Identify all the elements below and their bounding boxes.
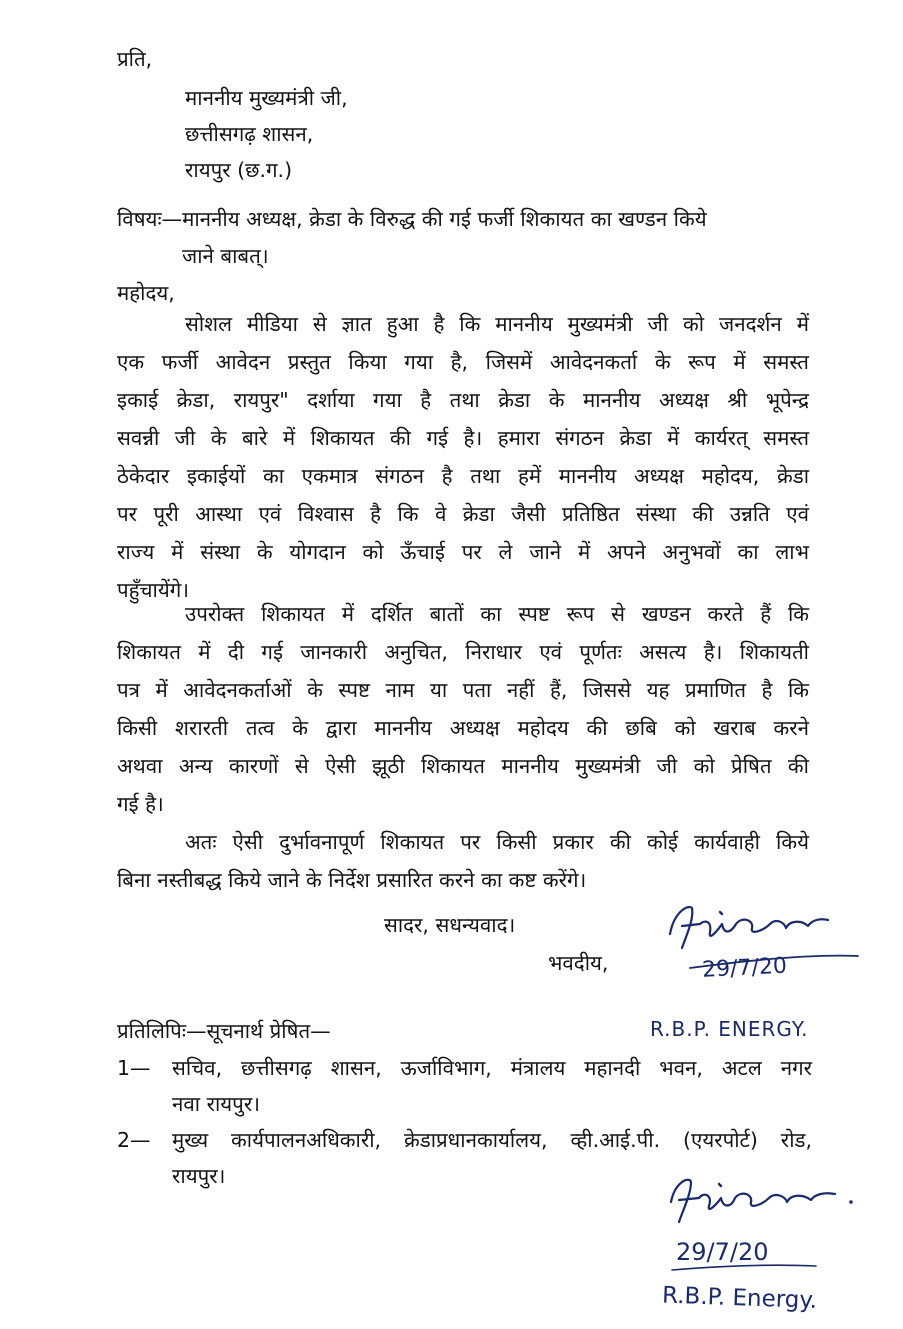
paragraph-line: एक फर्जी आवेदन प्रस्तुत किया गया है, जिसमें आवेदनकर्ता के रूप में समस्त — [117, 350, 809, 374]
signature-1-date — [698, 946, 838, 986]
cc-item-line: सचिव, छत्तीसगढ़ शासन, ऊर्जाविभाग, मंत्रालय महानदी भवन, अटल नगर — [172, 1056, 812, 1080]
cc-item-number: 1— — [117, 1056, 151, 1080]
cc-item-number: 2— — [117, 1128, 151, 1152]
paragraph-line: पत्र में आवेदनकर्ताओं के स्पष्ट नाम या पता नहीं हैं, जिससे यह प्रमाणित है कि — [117, 678, 809, 702]
signature-2-org — [662, 1280, 892, 1320]
subject-line: विषयः—माननीय अध्यक्ष, क्रेडा के विरुद्ध की गई फर्जी शिकायत का खण्डन किये — [117, 207, 707, 231]
paragraph-2 — [117, 595, 809, 823]
addressee-line: रायपुर (छ.ग.) — [185, 158, 293, 182]
cc-heading: प्रतिलिपिः—सूचनार्थ प्रेषित— — [117, 1019, 331, 1043]
paragraph-line: राज्य में संस्था के योगदान को ऊँचाई पर ले जाने में अपने अनुभवों का लाभ — [117, 540, 809, 564]
paragraph-line: पर पूरी आस्था एवं विश्वास है कि वे क्रेडा जैसी प्रतिष्ठित संस्था की उन्नति एवं — [117, 502, 809, 526]
paragraph-line: शिकायत में दी गई जानकारी अनुचित, निराधार एवं पूर्णतः असत्य है। शिकायती — [117, 640, 809, 664]
signature-1-org — [650, 1010, 850, 1046]
signature-1-org-text: R.B.P. ENERGY. — [650, 1017, 809, 1041]
paragraph-1 — [117, 305, 809, 609]
paragraph-line: किसी शरारती तत्व के द्वारा माननीय अध्यक्ष महोदय की छबि को खराब करने — [117, 716, 809, 740]
paragraph-line: बिना नस्तीबद्ध किये जाने के निर्देश प्रसारित करने का कष्ट करेंगे। — [117, 868, 587, 892]
addressee-line: छत्तीसगढ़ शासन, — [185, 122, 314, 146]
sign-off: भवदीय, — [548, 951, 609, 975]
paragraph-line: अथवा अन्य कारणों से ऐसी झूठी शिकायत माननीय मुख्यमंत्री जी को प्रेषित की — [117, 754, 809, 778]
paragraph-line: अतः ऐसी दुर्भावनापूर्ण शिकायत पर किसी प्रकार की कोई कार्यवाही किये — [185, 830, 809, 854]
paragraph-3 — [117, 823, 809, 899]
closing-text: सादर, सधन्यवाद। — [384, 913, 516, 937]
signature-1-date-text: 29/7/20 — [701, 953, 788, 983]
paragraph-line: इकाई क्रेडा, रायपुर" दर्शाया गया है तथा क्रेडा के माननीय अध्यक्ष श्री भूपेन्द्र — [117, 388, 809, 412]
cc-item-line: नवा रायपुर। — [172, 1092, 260, 1116]
signature-scribble-icon — [655, 1172, 865, 1232]
cc-list-item — [117, 1050, 817, 1122]
signature-2-date-text: 29/7/20 — [676, 1238, 769, 1266]
paragraph-line: सवन्नी जी के बारे में शिकायत की गई है। हमारा संगठन क्रेडा में कार्यरत् समस्त — [117, 426, 809, 450]
cc-item-line: मुख्य कार्यपालनअधिकारी, क्रेडाप्रधानकार्यालय, व्ही.आई.पी. (एयरपोर्ट) रोड, — [172, 1128, 812, 1152]
paragraph-line: उपरोक्त शिकायत में दर्शित बातों का स्पष्ट रूप से खण्डन करते हैं कि — [185, 602, 809, 626]
signature-2-org-text: R.B.P. Energy. — [661, 1282, 818, 1314]
paragraph-line: ठेकेदार इकाईयों का एकमात्र संगठन है तथा हमें माननीय अध्यक्ष महोदय, क्रेडा — [117, 464, 809, 488]
signature-2-date — [670, 1230, 820, 1274]
paragraph-line: पहुँचायेंगे। — [117, 578, 190, 602]
subject-line: जाने बाबत्। — [182, 244, 269, 268]
paragraph-line: गई है। — [117, 792, 164, 816]
salutation-to: प्रति, — [117, 47, 153, 71]
greeting: महोदय, — [117, 281, 175, 305]
addressee-line: माननीय मुख्यमंत्री जी, — [185, 86, 348, 110]
paragraph-line: सोशल मीडिया से ज्ञात हुआ है कि माननीय मुख्यमंत्री जी को जनदर्शन में — [185, 312, 809, 336]
handwritten-signature-2 — [655, 1172, 865, 1232]
cc-item-line: रायपुर। — [172, 1164, 226, 1188]
